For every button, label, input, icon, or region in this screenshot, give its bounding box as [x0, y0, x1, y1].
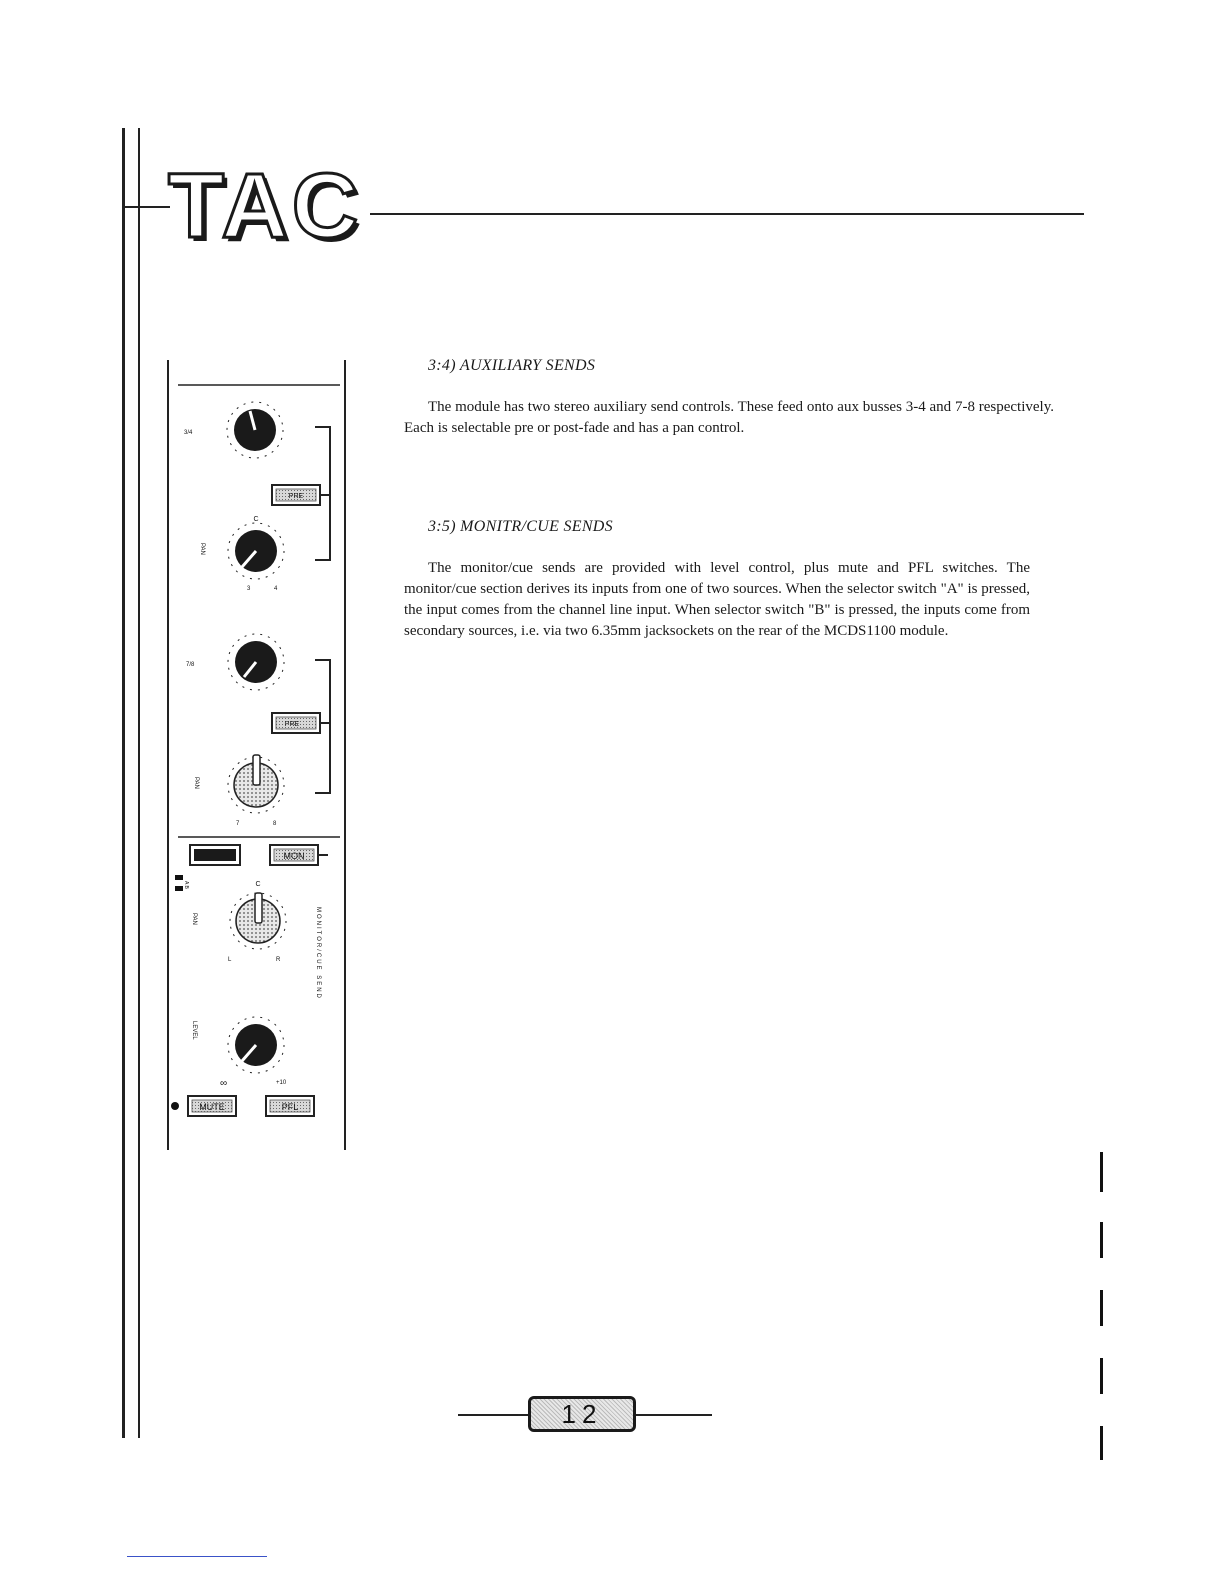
aux78-level-knob[interactable] [228, 634, 284, 690]
section-body-monitor [404, 558, 1030, 642]
scan-mark [1100, 1426, 1103, 1460]
svg-text:PRE: PRE [288, 493, 304, 500]
pan3-right-label: R [276, 957, 281, 963]
svg-text:PFL: PFL [281, 1102, 299, 1112]
footer-rule-left [458, 1414, 530, 1416]
scan-mark [1100, 1358, 1103, 1394]
pan3-center-label: C [255, 881, 261, 888]
pre-button-2[interactable] [272, 713, 320, 733]
page-number: 12 [528, 1396, 636, 1432]
section-body-monitor-text: The monitor/cue sends are provided with level control, plus mute and PFL switches. The monitor/cue section derives its inputs from one of two sources. When the selector switch "A" is pressed, the input comes from the channel line input. When selector switch "B" is pressed, the inputs come from secondary sources, i.e. via two 6.35mm jacksockets on the rear of the MCDS1100 module. [404, 560, 1030, 639]
pan1-label: PAN [199, 543, 205, 555]
ab-selector-button[interactable] [190, 845, 240, 865]
pan2-label: PAN [193, 777, 199, 789]
channel-strip-diagram [150, 355, 360, 1155]
ab-indicator-icon [175, 875, 183, 891]
scan-mark [1100, 1152, 1103, 1192]
pan3-left-label: L [228, 957, 232, 963]
aux34-pan-knob[interactable] [228, 523, 284, 579]
level-min-label: ∞ [220, 1078, 228, 1089]
left-margin-rule-inner [138, 128, 140, 1438]
aux34-label: 3/4 [184, 430, 193, 436]
logo-tick [122, 206, 170, 208]
aux34-level-knob[interactable] [227, 402, 283, 458]
aux78-label: 7/8 [186, 662, 195, 668]
mute-button[interactable] [188, 1096, 236, 1116]
header-rule [370, 213, 1084, 215]
monitor-pan-knob[interactable] [230, 893, 286, 949]
monitor-cue-send-label: MONITOR/CUE SEND [315, 907, 321, 1000]
svg-text:MUTE: MUTE [199, 1102, 225, 1112]
section-heading-aux: 3:4) AUXILIARY SENDS [428, 357, 596, 374]
section-body-aux-text: The module has two stereo auxiliary send controls. These feed onto aux busses 3-4 and 7-8 respectively. Each is selectable pre or post-fade and has a pan control. [404, 399, 1054, 436]
tac-logo: TAC [168, 155, 363, 257]
pan2-left-label: 7 [236, 821, 240, 827]
level-label: LEVEL [191, 1021, 197, 1040]
pre-button-1[interactable] [272, 485, 320, 505]
aux78-pan-knob[interactable] [228, 755, 284, 813]
ab-labels: A B [183, 881, 189, 889]
pan2-right-label: 8 [273, 821, 277, 827]
svg-text:PRE: PRE [284, 721, 300, 728]
section-heading-monitor: 3:5) MONITR/CUE SENDS [428, 518, 613, 535]
mon-button[interactable] [270, 845, 318, 865]
section-body-aux [404, 397, 1054, 439]
scan-mark [1100, 1290, 1103, 1326]
left-margin-rule-outer [122, 128, 125, 1438]
level-max-label: +10 [276, 1080, 287, 1086]
footer-rule-right [634, 1414, 712, 1416]
pan3-label: PAN [191, 913, 197, 925]
mute-led-icon [171, 1102, 179, 1110]
pan1-right-label: 4 [274, 586, 278, 592]
pan1-center-label: C [253, 516, 259, 523]
pan1-left-label: 3 [247, 586, 251, 592]
bottom-blue-line [127, 1556, 267, 1557]
monitor-level-knob[interactable] [228, 1017, 284, 1073]
pfl-button[interactable] [266, 1096, 314, 1116]
scan-mark [1100, 1222, 1103, 1258]
svg-text:MON: MON [283, 851, 305, 861]
